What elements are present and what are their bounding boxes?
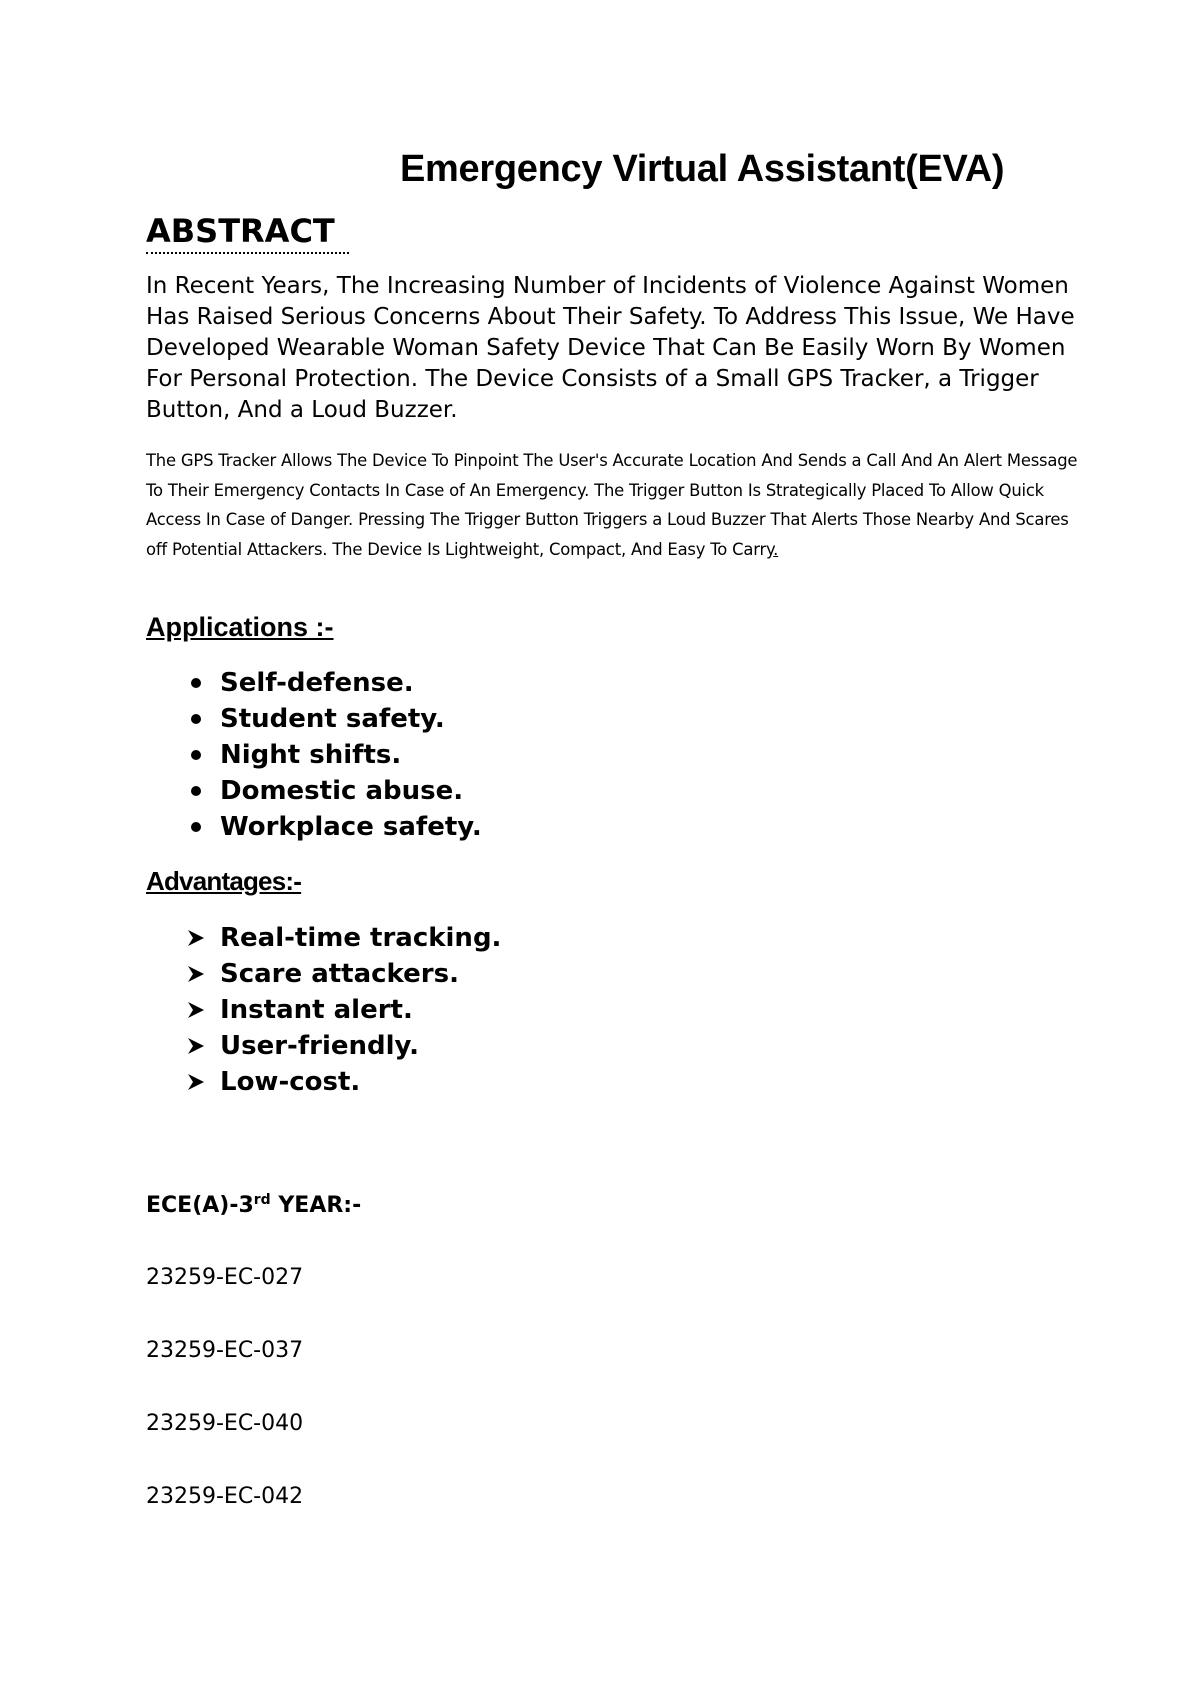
class-year-superscript: rd bbox=[253, 1192, 271, 1208]
list-item-label: Instant alert. bbox=[220, 995, 413, 1025]
roll-number: 23259-EC-040 bbox=[146, 1411, 304, 1436]
class-year-prefix: ECE(A)-3 bbox=[146, 1193, 254, 1218]
bullet-dot-icon bbox=[182, 665, 210, 701]
advantages-heading: Advantages:- bbox=[146, 866, 302, 896]
list-item-label: User-friendly. bbox=[220, 1031, 419, 1061]
bullet-dot-icon bbox=[182, 773, 210, 809]
bullet-dot-icon bbox=[182, 701, 210, 737]
class-year-line bbox=[146, 1192, 361, 1218]
list-item-label: Workplace safety. bbox=[220, 812, 482, 842]
list-item-label: Real-time tracking. bbox=[220, 923, 502, 953]
list-item-label: Self-defense. bbox=[220, 668, 414, 698]
arrow-bullet-icon bbox=[182, 956, 210, 992]
arrow-bullet-icon bbox=[182, 920, 210, 956]
roll-number: 23259-EC-037 bbox=[146, 1338, 304, 1363]
arrow-bullet-icon bbox=[182, 1028, 210, 1064]
roll-number: 23259-EC-027 bbox=[146, 1265, 304, 1290]
abstract-heading: ABSTRACT bbox=[146, 212, 349, 254]
list-item bbox=[182, 809, 482, 845]
abstract-paragraph-2-end: . bbox=[773, 539, 779, 559]
advantages-list bbox=[182, 920, 501, 1100]
list-item bbox=[182, 737, 482, 773]
list-item bbox=[182, 920, 501, 956]
list-item bbox=[182, 992, 501, 1028]
document-title: Emergency Virtual Assistant(EVA) bbox=[400, 148, 1005, 190]
applications-list bbox=[182, 665, 482, 845]
roll-number: 23259-EC-042 bbox=[146, 1484, 304, 1509]
abstract-paragraph-2 bbox=[146, 446, 1086, 564]
arrow-bullet-icon bbox=[182, 992, 210, 1028]
list-item-label: Low-cost. bbox=[220, 1067, 361, 1097]
list-item-label: Scare attackers. bbox=[220, 959, 459, 989]
list-item bbox=[182, 701, 482, 737]
list-item bbox=[182, 1028, 501, 1064]
list-item bbox=[182, 665, 482, 701]
arrow-bullet-icon bbox=[182, 1064, 210, 1100]
list-item bbox=[182, 1064, 501, 1100]
abstract-paragraph-1: In Recent Years, The Increasing Number of Incidents of Violence Against Women Has Raised Serious Concerns About Their Safety. To Address This Issue, We Have Developed Wearable Woman Safety Device That Can Be Easily Worn By Women For Personal Protection. The Device Consists of a Small GPS Tracker, a Trigger Button, And a Loud Buzzer. bbox=[146, 273, 1075, 423]
list-item bbox=[182, 773, 482, 809]
list-item-label: Domestic abuse. bbox=[220, 776, 464, 806]
list-item-label: Student safety. bbox=[220, 704, 445, 734]
abstract-paragraph-2-text: The GPS Tracker Allows The Device To Pinpoint The User's Accurate Location And Sends a Call And An Alert Message To Their Emergency Contacts In Case of An Emergency. The Trigger Button Is Strategically Placed To Allow Quick Access In Case of Danger. Pressing The Trigger Button Triggers a Loud Buzzer That Alerts Those Nearby And Scares off Potential Attackers. The Device Is Lightweight, Compact, And Easy To Carry bbox=[146, 451, 1078, 559]
applications-heading: Applications :- bbox=[146, 612, 334, 642]
list-item-label: Night shifts. bbox=[220, 740, 402, 770]
class-year-suffix: YEAR:- bbox=[270, 1193, 362, 1218]
bullet-dot-icon bbox=[182, 809, 210, 845]
list-item bbox=[182, 956, 501, 992]
bullet-dot-icon bbox=[182, 737, 210, 773]
